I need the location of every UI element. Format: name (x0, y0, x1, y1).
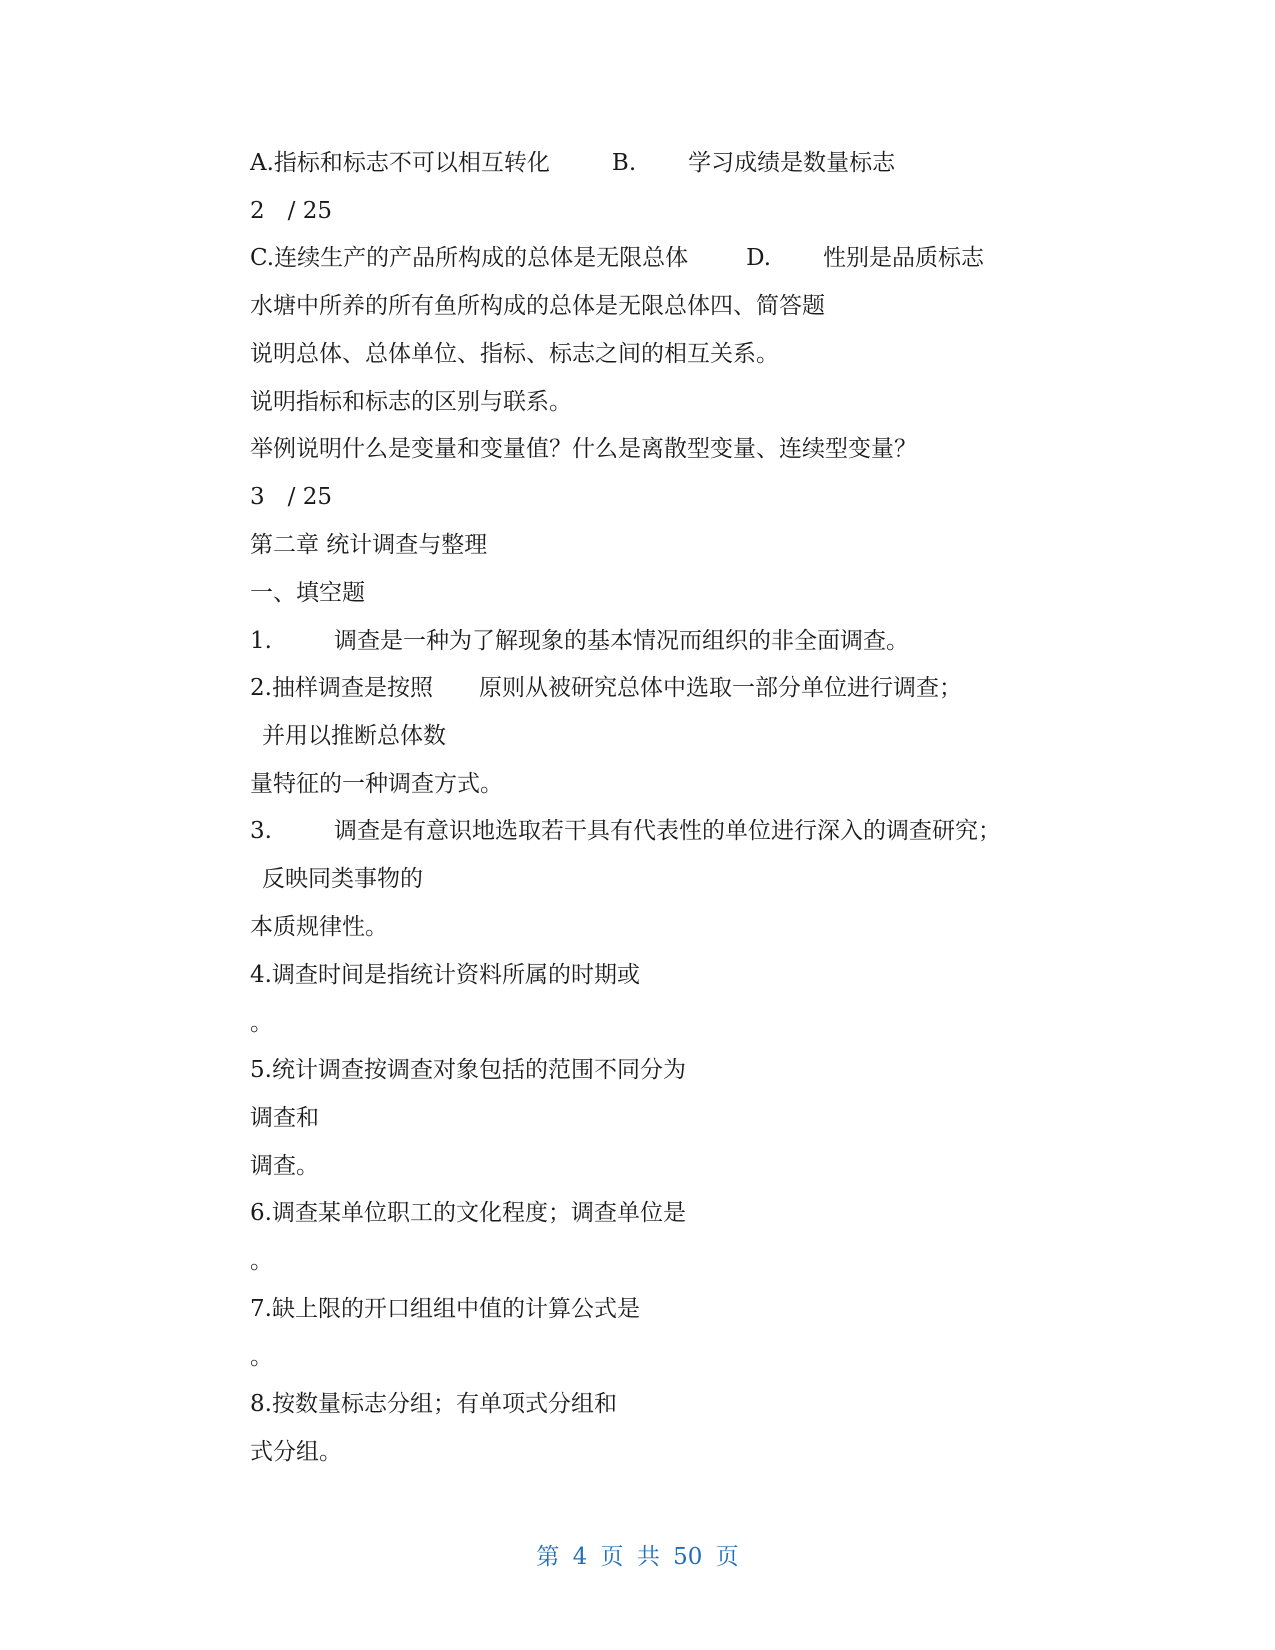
page-ref-3: 3 / 25 (250, 484, 332, 510)
option-b: 学习成绩是数量标志 (688, 150, 896, 176)
question-5: 5.统计调查按调查对象包括的范围不同分为 (250, 1057, 686, 1083)
question-1-text: 调查是一种为了解现象的基本情况而组织的非全面调查。 (333, 628, 909, 654)
question-1-number: 1. (250, 628, 272, 654)
question-2-end: 量特征的一种调查方式。 (250, 771, 503, 797)
option-a: A.指标和标志不可以相互转化 (250, 150, 550, 176)
question-3 (250, 816, 1001, 846)
question-3-continued: 反映同类事物的 (262, 866, 423, 892)
section-fill-in-blank: 一、填空题 (250, 580, 365, 606)
question-7-end: 。 (250, 1344, 273, 1370)
question-4-end: 。 (250, 1010, 273, 1036)
option-a-b-line (250, 148, 895, 178)
question-3-number: 3. (250, 818, 272, 844)
chapter-title: 第二章 统计调查与整理 (250, 532, 488, 558)
page-footer: 第 4 页 共 50 页 (536, 1544, 739, 1570)
question-7: 7.缺上限的开口组组中值的计算公式是 (250, 1296, 640, 1322)
question-4: 4.调查时间是指统计资料所属的时期或 (250, 962, 640, 988)
question-3-text: 调查是有意识地选取若干具有代表性的单位进行深入的调查研究； (333, 818, 1001, 844)
short-answer-3: 举例说明什么是变量和变量值？什么是离散型变量、连续型变量？ (250, 436, 917, 462)
question-2-part-b: 原则从被研究总体中选取一部分单位进行调查； (478, 675, 962, 701)
option-b-letter: B. (611, 150, 637, 176)
question-6-end: 。 (250, 1248, 273, 1274)
short-answer-1: 说明总体、总体单位、指标、标志之间的相互关系。 (250, 341, 779, 367)
question-2-part-a: 2.抽样调查是按照 (250, 675, 433, 701)
question-3-end: 本质规律性。 (250, 914, 388, 940)
question-5-end: 调查。 (250, 1153, 319, 1179)
question-2 (250, 673, 962, 703)
option-c-d-line (250, 243, 984, 273)
question-8-end: 式分组。 (250, 1439, 342, 1465)
question-6: 6.调查某单位职工的文化程度；调查单位是 (250, 1200, 686, 1226)
page-ref-2: 2 / 25 (250, 198, 332, 224)
question-2-continued: 并用以推断总体数 (262, 723, 446, 749)
question-8: 8.按数量标志分组；有单项式分组和 (250, 1391, 617, 1417)
option-d-letter: D. (746, 245, 772, 271)
option-e-and-section-title: 水塘中所养的所有鱼所构成的总体是无限总体四、简答题 (250, 293, 825, 319)
question-5-continued: 调查和 (250, 1105, 319, 1131)
option-d: 性别是品质标志 (823, 245, 985, 271)
option-c: C.连续生产的产品所构成的总体是无限总体 (250, 245, 689, 271)
short-answer-2: 说明指标和标志的区别与联系。 (250, 389, 572, 415)
question-1 (250, 626, 909, 656)
